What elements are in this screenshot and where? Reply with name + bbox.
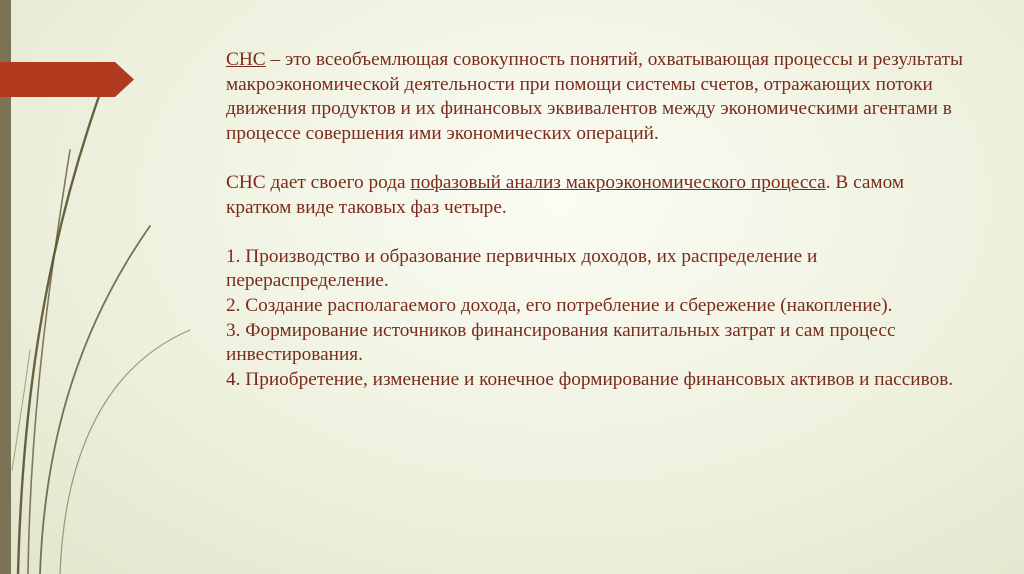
intro-before: СНС дает своего рода (226, 171, 411, 193)
phase-item: 4. Приобретение, изменение и конечное формирование финансовых активов и пассивов. (226, 368, 954, 390)
definition-paragraph (226, 48, 966, 146)
phase-analysis-link[interactable]: пофазовый анализ макроэкономического процесса (410, 171, 826, 193)
phase-item: 2. Создание располагаемого дохода, его потребление и сбережение (накопление). (226, 294, 893, 316)
phase-item: 3. Формирование источников финансирования капитальных затрат и сам процесс инвестирования. (226, 319, 896, 366)
sns-term: СНС (226, 49, 266, 70)
arrow-banner (0, 62, 134, 97)
slide-content (226, 48, 966, 392)
phase-item: 1. Производство и образование первичных доходов, их распределение и перераспределение. (226, 245, 818, 292)
phases-intro-paragraph (226, 171, 966, 220)
intro-after: . В самом кратком виде таковых фаз четыре. (226, 171, 905, 218)
definition-text: – это всеобъемлющая совокупность понятий, охватывающая процессы и результаты макроэкономической деятельности при помощи системы счетов, отражающих потоки движения продуктов и их финансовых эквивалентов между экономическими агентами в процессе совершения ими экономических операций. (226, 49, 963, 144)
